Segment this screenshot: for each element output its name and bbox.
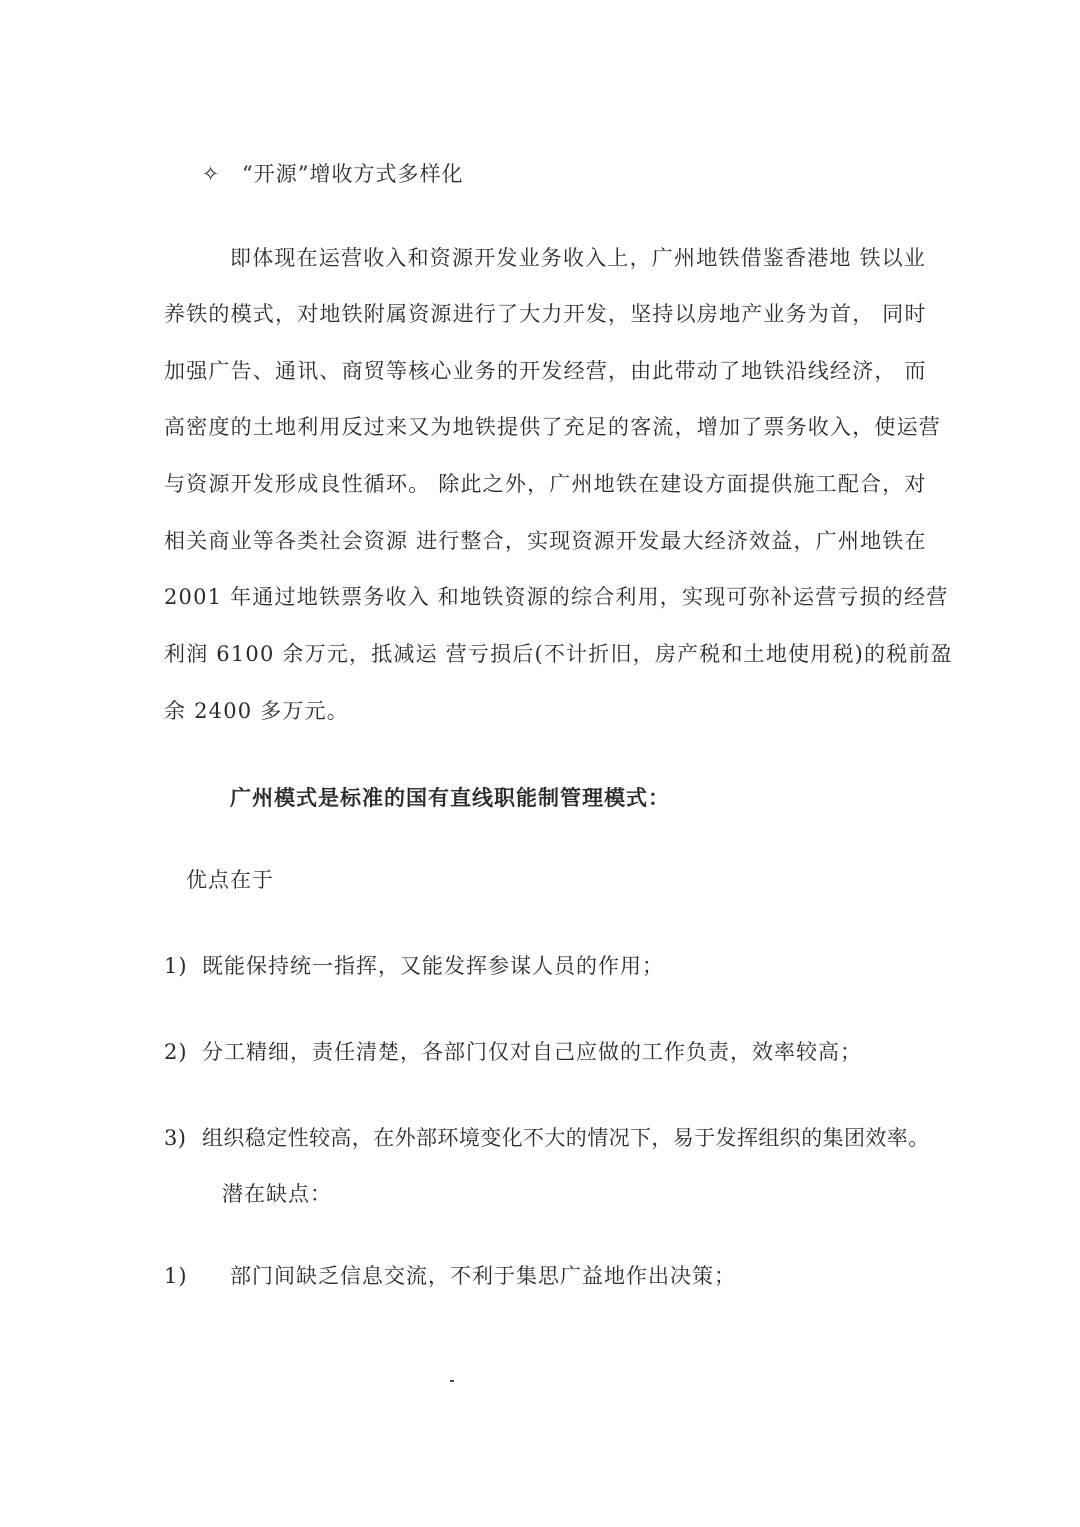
item-text: 既能保持统一指挥，又能发挥参谋人员的作用； (202, 954, 664, 978)
paragraph-line: 相关商业等各类社会资源 进行整合，实现资源开发最大经济效益，广州地铁在 (164, 529, 927, 553)
item-text: 组织稳定性较高，在外部环境变化不大的情况下，易于发挥组织的集团效率。 (202, 1126, 930, 1150)
advantage-item (164, 952, 664, 980)
disadvantage-item (164, 1262, 736, 1290)
item-number: 1) (164, 1264, 188, 1288)
paragraph-line: 养铁的模式，对地铁附属资源进行了大力开发，坚持以房地产业务为首， 同时 (164, 302, 927, 326)
advantage-item (164, 1038, 862, 1066)
advantages-label: 优点在于 (186, 868, 274, 892)
section-heading (200, 160, 463, 188)
paragraph-line: 与资源开发形成良性循环。 除此之外，广州地铁在建设方面提供施工配合，对 (164, 472, 927, 496)
item-number: 3) (164, 1126, 187, 1150)
paragraph-line: 即体现在运营收入和资源开发业务收入上，广州地铁借鉴香港地 铁以业 (230, 246, 927, 270)
paragraph-line: 利润 6100 余万元，抵减运 营亏损后(不计折旧，房产税和土地使用税)的税前盈 (164, 642, 953, 666)
management-model-title: 广州模式是标准的国有直线职能制管理模式： (230, 786, 670, 810)
paragraph-line: 余 2400 多万元。 (164, 699, 349, 723)
paragraph-line: 高密度的土地利用反过来又为地铁提供了充足的客流，增加了票务收入，使运营 (164, 415, 941, 439)
page-mark (450, 1380, 454, 1382)
disadvantages-label: 潜在缺点： (222, 1182, 332, 1206)
paragraph-line: 加强广告、通讯、商贸等核心业务的开发经营，由此带动了地铁沿线经济， 而 (164, 359, 927, 383)
paragraph-line: 2001 年通过地铁票务收入 和地铁资源的综合利用，实现可弥补运营亏损的经营 (164, 585, 949, 609)
item-text: 分工精细，责任清楚，各部门仅对自己应做的工作负责，效率较高； (202, 1040, 862, 1064)
item-number: 2) (164, 1040, 188, 1064)
advantage-item (164, 1124, 930, 1152)
diamond-bullet-icon: ✧ (201, 162, 221, 186)
item-number: 1) (164, 954, 188, 978)
section-heading-text: “开源”增收方式多样化 (242, 162, 464, 186)
item-text: 部门间缺乏信息交流，不利于集思广益地作出决策； (230, 1264, 736, 1288)
